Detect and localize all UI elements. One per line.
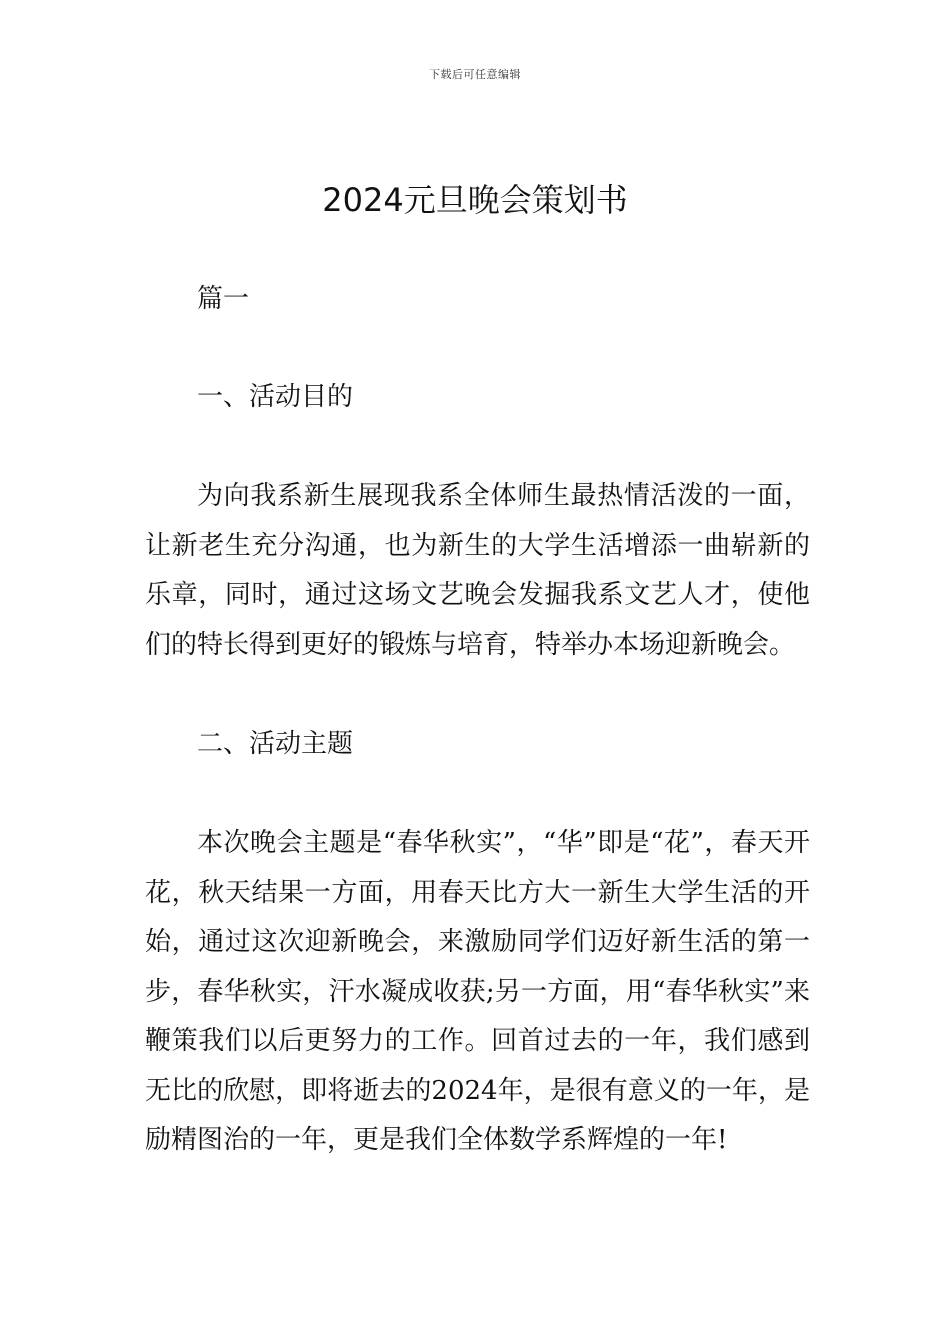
header-note: 下载后可任意编辑 (429, 68, 521, 81)
section-label: 篇一 (197, 284, 250, 314)
section-heading-theme: 二、活动主题 (197, 729, 354, 759)
paragraph-theme: 本次晚会主题是“春华秋实”，“华”即是“花”，春天开花，秋天结果一方面，用春天比方大一新生大学生活的开始，通过这次迎新晚会，来激励同学们迈好新生活的第一步，春华秋实，汗水凝成收获;另一方面，用“春华秋实”来鞭策我们以后更努力的工作。回首过去的一年，我们感到无比的欣慰，即将逝去的2024年，是很有意义的一年，是励精图治的一年，更是我们全体数学系辉煌的一年! (145, 828, 810, 1155)
section-heading-purpose: 一、活动目的 (197, 382, 354, 412)
document-title: 2024元旦晚会策划书 (322, 181, 628, 219)
paragraph-purpose: 为向我系新生展现我系全体师生最热情活泼的一面，让新老生充分沟通，也为新生的大学生活增添一曲崭新的乐章，同时，通过这场文艺晚会发掘我系文艺人才，使他们的特长得到更好的锻炼与培育，特举办本场迎新晚会。 (145, 481, 810, 660)
